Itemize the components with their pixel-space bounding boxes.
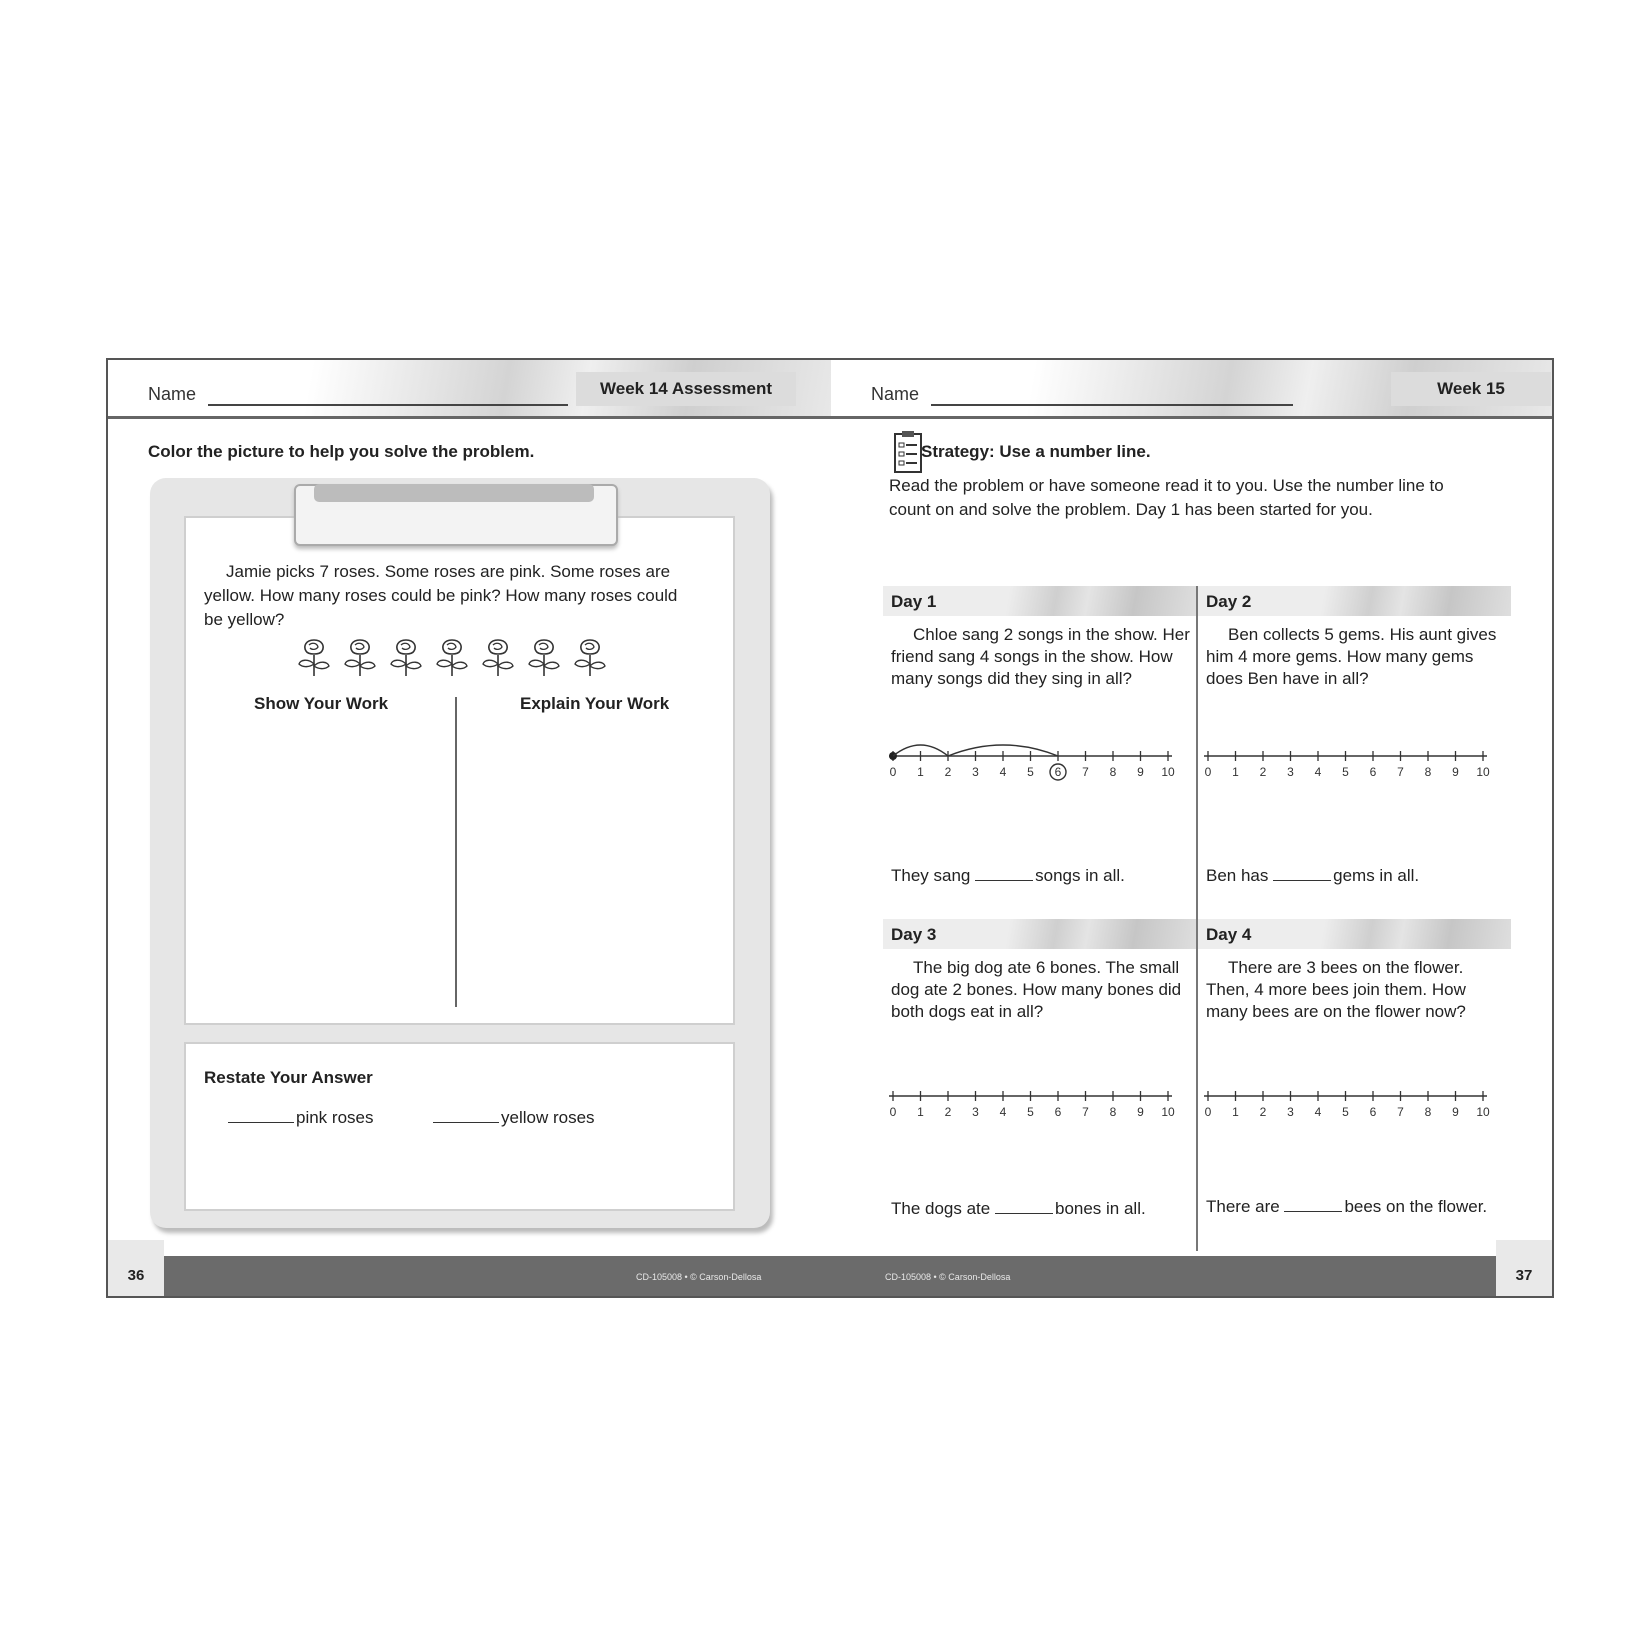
- number-line-label: 2: [1259, 765, 1267, 779]
- number-line-label: 10: [1161, 765, 1175, 779]
- page-number-left: 36: [108, 1240, 164, 1296]
- left-page: [108, 360, 831, 1296]
- number-line-label: 7: [1397, 1105, 1404, 1119]
- day-1-problem: Chloe sang 2 songs in the show. Her friend sang 4 songs in the show. How many songs did they sing in all?: [891, 625, 1190, 688]
- number-line-label: 5: [1342, 1105, 1349, 1119]
- number-line-label: 1: [917, 765, 924, 779]
- right-page: [831, 360, 1552, 1296]
- number-line-label: 9: [1137, 765, 1144, 779]
- number-line-label: 2: [944, 1105, 952, 1119]
- number-line-label: 0: [889, 765, 897, 779]
- rose-icon[interactable]: [294, 636, 334, 678]
- right-footer-text: CD-105008 • © Carson-Dellosa: [885, 1272, 1011, 1282]
- number-line-label: 8: [1109, 1105, 1117, 1119]
- day-4-answer-pre: There are: [1206, 1197, 1280, 1216]
- number-line-label: 4: [1314, 1105, 1322, 1119]
- day-4-blank[interactable]: [1284, 1211, 1342, 1212]
- day-3-problem: The big dog ate 6 bones. The small dog ate 2 bones. How many bones did both dogs eat in all?: [891, 958, 1182, 1021]
- day-2-cell: [1198, 586, 1511, 918]
- pink-blank[interactable]: [228, 1122, 294, 1123]
- number-line-label: 4: [1314, 765, 1322, 779]
- name-label: Name: [148, 384, 197, 404]
- yellow-blank[interactable]: [433, 1122, 499, 1123]
- week-title: Week 14 Assessment: [576, 372, 796, 406]
- day-1-answer-pre: They sang: [891, 866, 971, 885]
- number-line-label: 5: [1027, 1105, 1034, 1119]
- number-line-label: 4: [999, 765, 1007, 779]
- number-line-label: 10: [1476, 1105, 1490, 1119]
- day-3-answer-post: bones in all.: [1054, 1199, 1146, 1218]
- number-line-label: 10: [1161, 1105, 1175, 1119]
- number-line-label: 4: [999, 1105, 1007, 1119]
- day-1-answer: [891, 864, 1191, 888]
- day-3-answer-pre: The dogs ate: [891, 1199, 991, 1218]
- number-line-label: 9: [1137, 1105, 1144, 1119]
- problem-text: Jamie picks 7 roses. Some roses are pink. Some roses are yellow. How many roses could be pink? How many roses could be yellow?: [204, 562, 678, 629]
- day-2-answer-pre: Ben has: [1206, 866, 1269, 885]
- day-4-title: Day 4: [1198, 919, 1511, 949]
- day-4-cell: [1198, 919, 1511, 1251]
- rose-icon[interactable]: [524, 636, 564, 678]
- day-4-answer-post: bees on the flower.: [1344, 1197, 1488, 1216]
- day-2-blank[interactable]: [1273, 880, 1331, 881]
- rose-icon[interactable]: [340, 636, 380, 678]
- restate-title: Restate Your Answer: [204, 1068, 373, 1087]
- day-2-number-line[interactable]: [1202, 736, 1492, 792]
- number-line-label: 2: [944, 765, 952, 779]
- checklist-icon: [893, 430, 923, 474]
- name-field[interactable]: [931, 404, 1293, 406]
- number-line-label: 6: [1369, 1105, 1377, 1119]
- instruction: Color the picture to help you solve the problem.: [148, 442, 535, 461]
- number-line-label: 3: [972, 1105, 979, 1119]
- number-line-label: 8: [1424, 1105, 1432, 1119]
- number-line-label: 5: [1027, 765, 1034, 779]
- show-work-label: Show Your Work: [254, 694, 389, 713]
- week-title: Week 15: [1391, 372, 1551, 406]
- day-1-answer-post: songs in all.: [1035, 866, 1125, 885]
- day-grid: [883, 586, 1513, 1251]
- number-line-label: 0: [1204, 765, 1212, 779]
- number-line-label: 2: [1259, 1105, 1267, 1119]
- day-3-title: Day 3: [883, 919, 1196, 949]
- strategy-title: Strategy: Use a number line.: [921, 442, 1151, 461]
- day-2-problem: Ben collects 5 gems. His aunt gives him 4 more gems. How many gems does Ben have in all?: [1206, 625, 1497, 688]
- left-header: [108, 360, 831, 419]
- number-line-label: 7: [1082, 1105, 1089, 1119]
- day-3-number-line[interactable]: [887, 1076, 1177, 1132]
- yellow-answer: [433, 1108, 595, 1128]
- rose-icon[interactable]: [432, 636, 472, 678]
- number-line-label: 3: [1287, 765, 1294, 779]
- clipboard-clip-bar: [314, 484, 594, 502]
- day-3-blank[interactable]: [995, 1213, 1053, 1214]
- day-2-answer: [1206, 864, 1506, 888]
- number-line-label: 8: [1424, 765, 1432, 779]
- day-4-answer: [1206, 1195, 1506, 1219]
- number-line-label: 6: [1054, 765, 1062, 779]
- rose-row: [294, 636, 610, 678]
- day-2-title: Day 2: [1198, 586, 1511, 616]
- day-1-blank[interactable]: [975, 880, 1033, 881]
- strategy-instructions: Read the problem or have someone read it to you. Use the number line to count on and solve the problem. Day 1 has been started for you.: [889, 476, 1444, 519]
- right-header: [831, 360, 1552, 419]
- workbook-spread: [106, 358, 1554, 1298]
- pink-answer: [228, 1108, 373, 1128]
- number-line-label: 5: [1342, 765, 1349, 779]
- rose-icon[interactable]: [386, 636, 426, 678]
- number-line-label: 6: [1369, 765, 1377, 779]
- day-2-answer-post: gems in all.: [1333, 866, 1420, 885]
- number-line-label: 10: [1476, 765, 1490, 779]
- day-4-problem: There are 3 bees on the flower. Then, 4 more bees join them. How many bees are on the flower now?: [1206, 958, 1466, 1021]
- number-line-label: 7: [1397, 765, 1404, 779]
- pink-label: pink roses: [296, 1108, 374, 1127]
- number-line-label: 1: [1232, 1105, 1239, 1119]
- name-field[interactable]: [208, 404, 568, 406]
- day-4-number-line[interactable]: [1202, 1076, 1492, 1132]
- yellow-label: yellow roses: [501, 1108, 595, 1127]
- number-line-label: 6: [1054, 1105, 1062, 1119]
- number-line-label: 0: [1204, 1105, 1212, 1119]
- rose-icon[interactable]: [478, 636, 518, 678]
- number-line-label: 7: [1082, 765, 1089, 779]
- number-line-label: 1: [917, 1105, 924, 1119]
- number-line-label: 3: [972, 765, 979, 779]
- explain-work-label: Explain Your Work: [520, 694, 670, 713]
- left-footer-text: CD-105008 • © Carson-Dellosa: [636, 1272, 762, 1282]
- page-number-right: 37: [1496, 1240, 1552, 1296]
- name-label: Name: [871, 384, 920, 404]
- number-line-label: 0: [889, 1105, 897, 1119]
- number-line-label: 1: [1232, 765, 1239, 779]
- number-line-label: 9: [1452, 1105, 1459, 1119]
- number-line-label: 8: [1109, 765, 1117, 779]
- rose-icon[interactable]: [570, 636, 610, 678]
- day-1-title: Day 1: [883, 586, 1196, 616]
- day-1-cell: [883, 586, 1196, 918]
- day-3-answer: [891, 1197, 1191, 1221]
- day-1-number-line[interactable]: [887, 736, 1177, 792]
- day-3-cell: [883, 919, 1196, 1251]
- number-line-label: 9: [1452, 765, 1459, 779]
- number-line-label: 3: [1287, 1105, 1294, 1119]
- work-divider: [455, 697, 457, 1007]
